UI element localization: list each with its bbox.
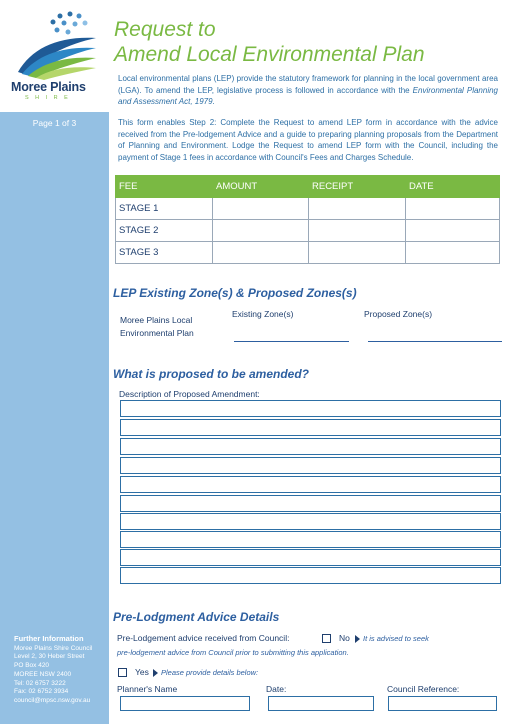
page-number: Page 1 of 3 [32,118,77,128]
intro-paragraph-2: This form enables Step 2: Complete the Request to amend LEP form in accordance with the advice received from the Pre-lodgement Advice and a guide to preparing planning proposals from the Department of Planning and Environment. Lodge the Request to amend LEP form with the Council, including the payment of Stage 1 fees in accordance with Council's Fees and Charges Schedule. [118,118,498,162]
advice-question: Pre-Lodgement advice received from Council: [117,633,290,643]
advice-heading: Pre-Lodgment Advice Details [113,610,280,624]
contact-email[interactable]: council@mpsc.nsw.gov.au [14,696,91,704]
logo [0,0,109,112]
act-name: Environmental Planning and Assessment Act, 1979. [118,85,498,107]
logo-mark-icon [14,8,98,80]
description-line[interactable] [120,549,501,566]
receipt-cell[interactable] [309,220,406,242]
description-label: Description of Proposed Amendment: [119,389,260,399]
description-line[interactable] [120,513,501,530]
contact-line: MOREE NSW 2400 [14,670,72,678]
zones-heading: LEP Existing Zone(s) & Proposed Zones(s) [113,286,357,300]
stage-label: STAGE 3 [116,242,213,264]
logo-subtitle: SHIRE [25,95,75,101]
contact-line: Tel: 02 6757 3222 [14,679,66,687]
planner-name-label: Planner's Name [117,684,178,694]
description-line[interactable] [120,567,501,584]
lep-label: Moree Plains Local Environmental Plan [120,315,194,338]
receipt-cell[interactable] [309,242,406,264]
existing-zone-label: Existing Zone(s) [232,309,294,319]
description-line[interactable] [120,438,501,455]
intro-text: Local environmental plans (LEP) provide the statutory framework for planning in the local government area (LGA). To amend the LEP, legislative process is followed in accordance with the [118,74,498,95]
logo-name: Moree Plains [11,80,86,94]
contact-line: Level 2, 30 Heber Street [14,653,85,661]
arrow-right-icon [355,635,360,643]
no-checkbox[interactable] [322,634,331,643]
council-reference-label: Council Reference: [387,684,460,694]
col-fee: FEE [116,176,213,198]
col-amount: AMOUNT [213,176,309,198]
stage-label: STAGE 2 [116,220,213,242]
contact-heading: Further Information [14,634,84,643]
description-line[interactable] [120,476,501,493]
col-receipt: RECEIPT [309,176,406,198]
date-cell[interactable] [406,220,500,242]
receipt-cell[interactable] [309,198,406,220]
description-line[interactable] [120,495,501,512]
page-title-line-1: Request to [114,18,216,41]
description-line[interactable] [120,419,501,436]
contact-info [14,635,92,706]
yes-label: Yes [135,667,149,677]
date-field[interactable] [268,696,374,711]
yes-note: Please provide details below: [161,668,259,677]
amend-heading: What is proposed to be amended? [113,367,310,381]
date-cell[interactable] [406,242,500,264]
intro-paragraph-1 [118,73,498,108]
description-line[interactable] [120,457,501,474]
stage-label: STAGE 1 [116,198,213,220]
existing-zone-field[interactable] [234,341,349,342]
no-label: No [339,633,350,643]
date-cell[interactable] [406,198,500,220]
amount-cell[interactable] [213,198,309,220]
table-row [116,220,500,242]
arrow-right-icon [153,669,158,677]
fee-table [115,175,500,264]
description-line[interactable] [120,531,501,548]
contact-line: PO Box 420 [14,662,50,670]
no-note: It is advised to seek [363,634,429,643]
proposed-zone-label: Proposed Zone(s) [364,309,433,319]
yes-checkbox[interactable] [118,668,127,677]
proposed-zone-field[interactable] [368,341,502,342]
amount-cell[interactable] [213,242,309,264]
no-note-continued: pre-lodgement advice from Council prior to submitting this application. [117,648,349,657]
table-row [116,242,500,264]
table-row [116,198,500,220]
sidebar [0,0,109,724]
page-title-line-2: Amend Local Environmental Plan [114,43,425,66]
date-label: Date: [266,684,287,694]
fee-table-header [116,176,500,198]
contact-line: Fax: 02 6752 3934 [14,688,69,696]
planner-name-field[interactable] [120,696,250,711]
council-reference-field[interactable] [388,696,497,711]
contact-line: Moree Plains Shire Council [14,644,93,652]
amount-cell[interactable] [213,220,309,242]
col-date: DATE [406,176,500,198]
description-line[interactable] [120,400,501,417]
